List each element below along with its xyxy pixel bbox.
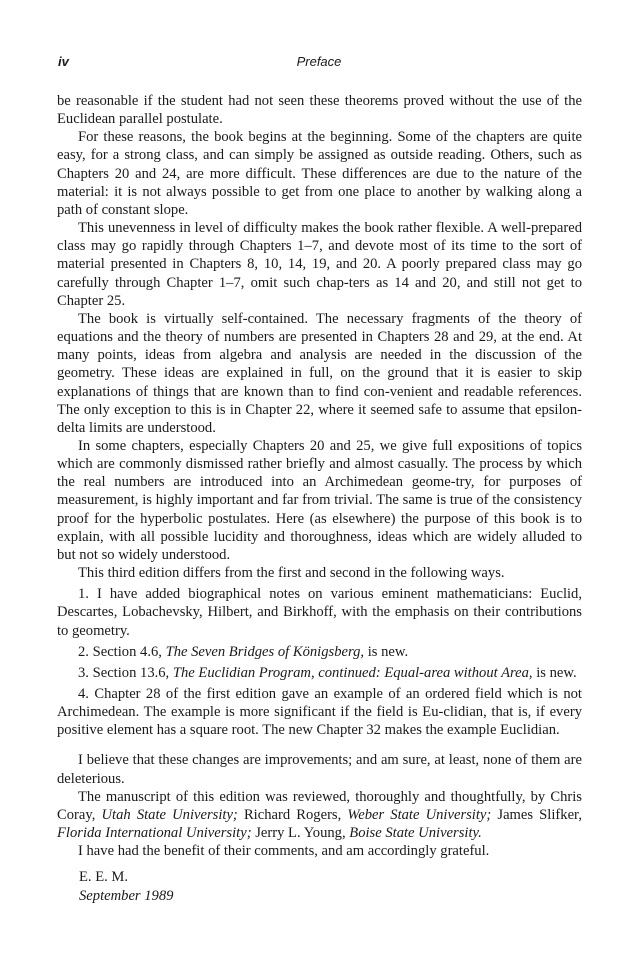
reviewer-school: Utah State University; xyxy=(101,806,238,823)
running-head xyxy=(58,54,580,72)
reviewer-school: Boise State University. xyxy=(349,825,482,842)
reviewer-school: Florida International University; xyxy=(57,825,252,842)
paragraph-self-contained: The book is virtually self-contained. The necessary fragments of the theory of equations and the theory of numbers are presented in Chapters 28 and 29, at the end. At many points, ideas from algebra and analysis are needed in the discussion of the geometry. These ideas are explained in full, on the ground that it is easier to skip explanations of things that are known than to find con-venient and readable references. The only exception to this is in Chapter 22, where it seemed safe to assume that epsilon-delta limits are understood. xyxy=(57,310,582,436)
paragraph-third-edition: This third edition differs from the first and second in the following ways. xyxy=(78,565,505,582)
paragraph-reasons: For these reasons, the book begins at the beginning. Some of the chapters are quite easy, for a strong class, and can simply be assigned as outside reading. Others, such as Chapters 20 and 24, are more difficult. These differences are due to the nature of the material: it is not always possible to get from one place to another by walking along a path of constant slope. xyxy=(57,129,582,218)
page-number: iv xyxy=(58,54,69,69)
signature-date: September 1989 xyxy=(79,887,174,904)
paragraph-unevenness: This unevenness in level of difficulty makes the book rather flexible. A well-prepared class may go rapidly through Chapters 1–7, and devote most of its time to the sort of material presented in Chapters 8, 10, 14, 19, and 20. A poorly prepared class may go carefully through Chapter 1–7, omit such chap-ters as 14 and 20, and still not get to Chapter 25. xyxy=(57,220,582,309)
section-title-euclidian-program: The Euclidian Program, continued: Equal-area without Area, xyxy=(172,664,533,681)
paragraph-improvements: I believe that these changes are improvements; and am sure, at least, none of them are deleterious. xyxy=(57,752,582,787)
signature-initials: E. E. M. xyxy=(79,869,129,886)
section-title-seven-bridges: The Seven Bridges of Königsberg, xyxy=(165,643,365,660)
list-item-biographical-notes: 1. I have added biographical notes on various eminent mathematicians: Euclid, Descartes, Lobachevsky, Hilbert, and Birkhoff, with the emphasis on their contributions to geometry. xyxy=(57,586,582,639)
reviewer-school: Weber State University; xyxy=(347,806,492,823)
paragraph-reviewers: The manuscript of this edition was reviewed, thoroughly and thoughtfully, by Chris Coray, Utah State University; Richard Rogers, Weber State University; James Slifker, Florida International University; Jerry L. Young, Boise State University. xyxy=(57,788,582,842)
paragraph-gratitude: I have had the benefit of their comments, and am accordingly grateful. xyxy=(78,843,490,860)
paragraph-expositions: In some chapters, especially Chapters 20 and 25, we give full expositions of topics which are commonly dismissed rather briefly and almost casually. The process by which the real numbers are introduced into an Archimedean geome-try, for purposes of measurement, is highly important and far from trivial. The same is true of the consistency proof for the hyperbolic postulates. Here (as elsewhere) the purpose of this book is to explain, with all possible lucidity and thoroughness, ideas which are widely alluded to but not so widely understood. xyxy=(57,437,582,563)
running-title: Preface xyxy=(296,54,342,69)
preface-body xyxy=(57,92,582,905)
list-item-seven-bridges: 2. Section 4.6, The Seven Bridges of Königsberg, is new. xyxy=(78,643,409,660)
list-item-chapter-28: 4. Chapter 28 of the first edition gave an example of an ordered field which is not Archimedean. The example is more significant if the field is Eu-clidian, that is, if every positive element has a square root. The new Chapter 32 makes the example Euclidian. xyxy=(57,686,582,739)
paragraph-continuation: be reasonable if the student had not seen these theorems proved without the use of the Euclidean parallel postulate. xyxy=(57,93,582,128)
list-item-euclidian-program: 3. Section 13.6, The Euclidian Program, continued: Equal-area without Area, is new. xyxy=(78,664,577,681)
